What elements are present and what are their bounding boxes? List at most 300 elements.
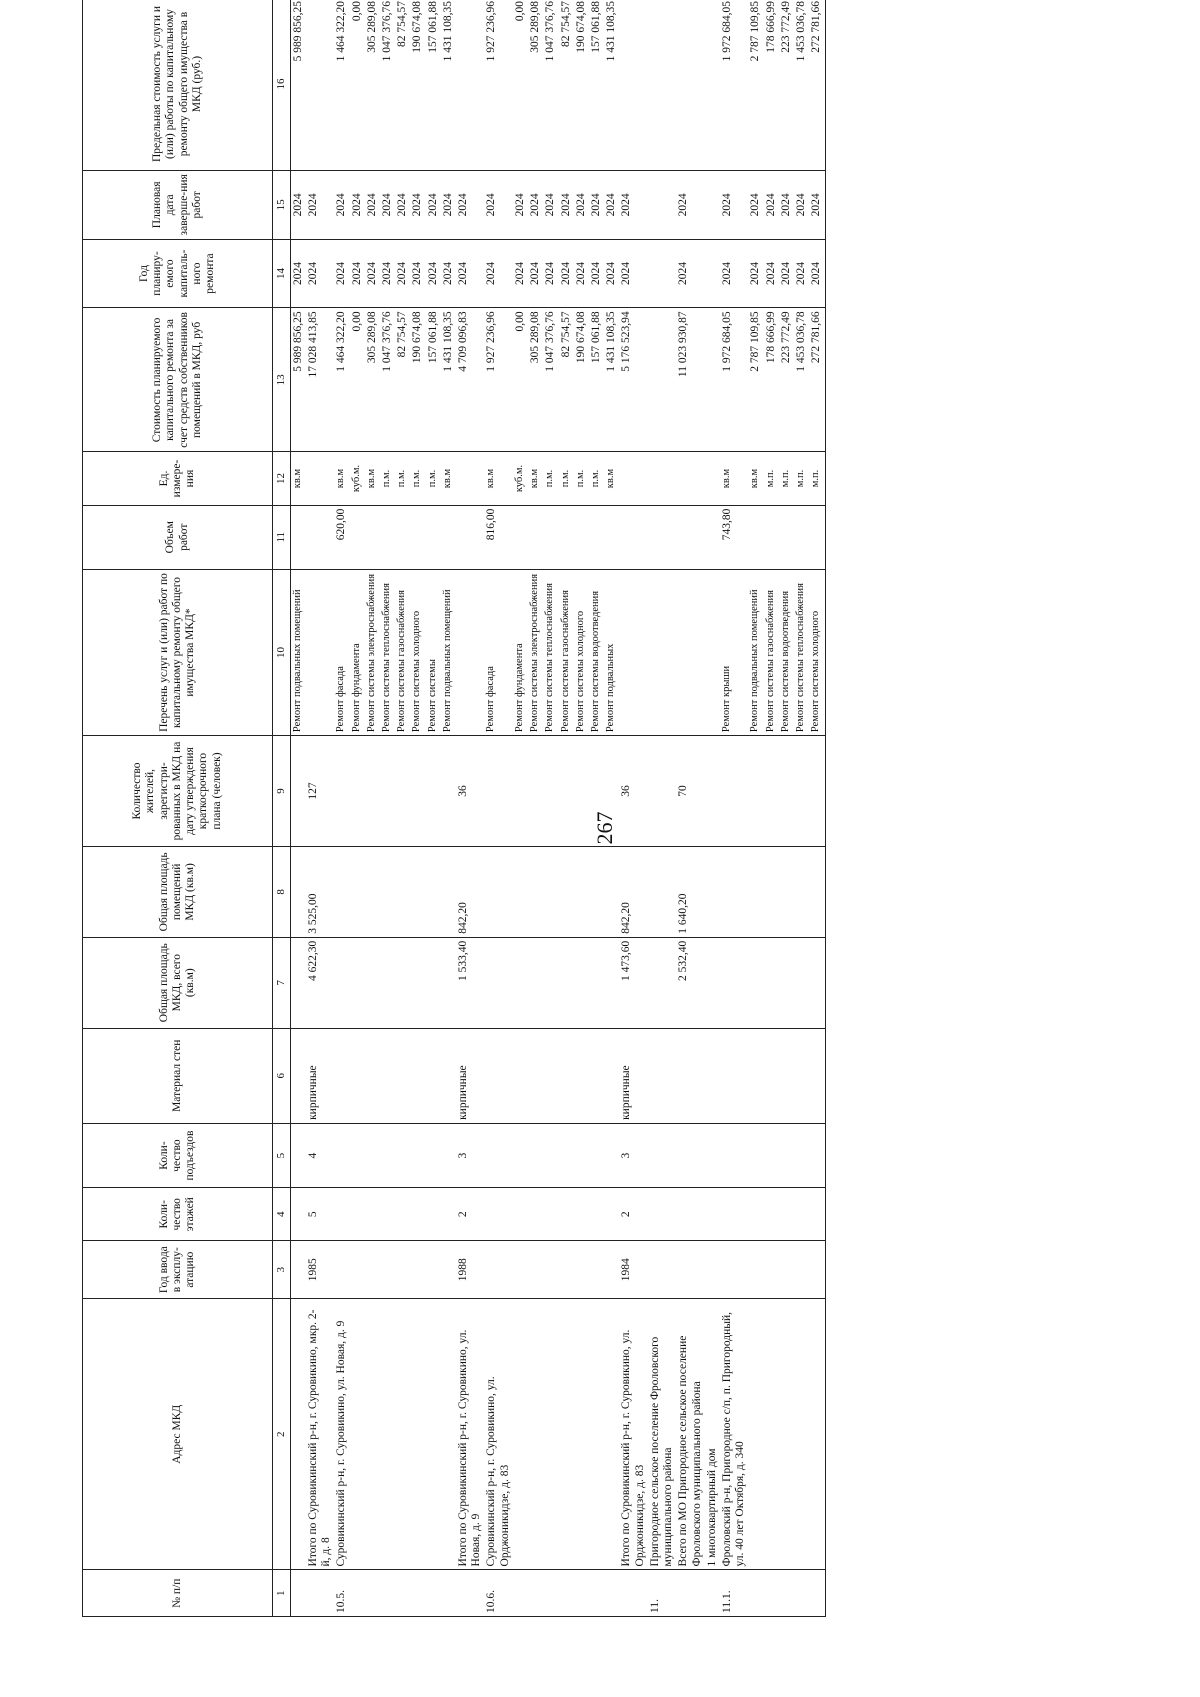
address-cell bbox=[543, 1298, 558, 1569]
plan-year-cell: 2024 bbox=[589, 239, 604, 308]
floors-cell bbox=[794, 1188, 809, 1241]
total-area-cell bbox=[484, 937, 512, 1028]
plan-year-cell: 2024 bbox=[380, 239, 395, 308]
row-number bbox=[779, 1570, 794, 1617]
work-type-cell: Ремонт фундамента bbox=[350, 569, 365, 735]
wall-material-cell bbox=[589, 1028, 604, 1123]
commission-year-cell bbox=[748, 1241, 763, 1299]
plan-year-cell: 2024 bbox=[484, 239, 512, 308]
column-header: Общая площадь МКД, всего (кв.м) bbox=[83, 937, 273, 1028]
unit-cell: п.м. bbox=[574, 452, 589, 505]
end-year-cell: 2024 bbox=[426, 170, 441, 239]
table-row bbox=[395, 0, 410, 1617]
commission-year-cell bbox=[365, 1241, 380, 1299]
table-row bbox=[764, 0, 779, 1617]
end-year-cell bbox=[648, 170, 676, 239]
commission-year-cell bbox=[809, 1241, 825, 1299]
table-row bbox=[543, 0, 558, 1617]
volume-cell bbox=[748, 505, 763, 569]
work-type-cell: Ремонт системы bbox=[426, 569, 441, 735]
wall-material-cell bbox=[809, 1028, 825, 1123]
rooms-area-cell: 842,20 bbox=[619, 846, 647, 937]
cost-cell: 190 674,08 bbox=[574, 308, 589, 452]
entrances-cell bbox=[574, 1123, 589, 1187]
residents-cell bbox=[410, 736, 425, 847]
commission-year-cell bbox=[574, 1241, 589, 1299]
rooms-area-cell: 842,20 bbox=[456, 846, 484, 937]
floors-cell bbox=[350, 1188, 365, 1241]
end-year-cell: 2024 bbox=[794, 170, 809, 239]
total-area-cell bbox=[380, 937, 395, 1028]
unit-cell: кв.м bbox=[720, 452, 748, 505]
total-area-cell bbox=[426, 937, 441, 1028]
floors-cell bbox=[528, 1188, 543, 1241]
rooms-area-cell bbox=[705, 846, 720, 937]
column-number: 7 bbox=[273, 937, 291, 1028]
cost-cell: 0,00 bbox=[513, 308, 528, 452]
commission-year-cell bbox=[779, 1241, 794, 1299]
wall-material-cell: кирпичные bbox=[619, 1028, 647, 1123]
rotated-table-wrapper bbox=[82, 0, 1200, 1617]
address-cell: Итого по Суровикинский р-н, г. Суровикино, ул. Новая, д. 9 bbox=[456, 1298, 484, 1569]
end-year-cell: 2024 bbox=[456, 170, 484, 239]
rooms-area-cell bbox=[380, 846, 395, 937]
unit-cell: кв.м bbox=[441, 452, 456, 505]
work-type-cell: Ремонт системы газоснабжения bbox=[764, 569, 779, 735]
rooms-area-cell bbox=[574, 846, 589, 937]
entrances-cell bbox=[559, 1123, 574, 1187]
entrances-cell bbox=[395, 1123, 410, 1187]
entrances-cell bbox=[380, 1123, 395, 1187]
plan-year-cell: 2024 bbox=[350, 239, 365, 308]
work-type-cell: Ремонт системы газоснабжения bbox=[395, 569, 410, 735]
volume-cell bbox=[410, 505, 425, 569]
end-year-cell: 2024 bbox=[528, 170, 543, 239]
limit-cost-cell: 0,00 bbox=[513, 0, 528, 170]
table-row bbox=[365, 0, 380, 1617]
total-area-cell bbox=[574, 937, 589, 1028]
end-year-cell: 2024 bbox=[619, 170, 647, 239]
work-type-cell bbox=[306, 569, 334, 735]
unit-cell: кв.м bbox=[365, 452, 380, 505]
end-year-cell: 2024 bbox=[809, 170, 825, 239]
volume-cell bbox=[604, 505, 619, 569]
table-row bbox=[589, 0, 604, 1617]
plan-year-cell: 2024 bbox=[410, 239, 425, 308]
plan-year-cell: 2024 bbox=[528, 239, 543, 308]
entrances-cell: 3 bbox=[456, 1123, 484, 1187]
rooms-area-cell bbox=[365, 846, 380, 937]
end-year-cell: 2024 bbox=[395, 170, 410, 239]
volume-cell bbox=[350, 505, 365, 569]
commission-year-cell bbox=[513, 1241, 528, 1299]
limit-cost-cell: 305 289,08 bbox=[365, 0, 380, 170]
plan-year-cell: 2024 bbox=[456, 239, 484, 308]
table-row bbox=[456, 0, 484, 1617]
volume-cell bbox=[426, 505, 441, 569]
table-row bbox=[350, 0, 365, 1617]
wall-material-cell bbox=[574, 1028, 589, 1123]
address-cell: Суровикинский р-н, г. Суровикино, ул. Новая, д. 9 bbox=[334, 1298, 349, 1569]
limit-cost-cell: 1 047 376,76 bbox=[380, 0, 395, 170]
table-row bbox=[648, 0, 676, 1617]
floors-cell bbox=[484, 1188, 512, 1241]
total-area-cell bbox=[350, 937, 365, 1028]
cost-cell: 305 289,08 bbox=[528, 308, 543, 452]
wall-material-cell bbox=[528, 1028, 543, 1123]
cost-cell: 17 028 413,85 bbox=[306, 308, 334, 452]
residents-cell bbox=[365, 736, 380, 847]
table-row bbox=[380, 0, 395, 1617]
row-number bbox=[528, 1570, 543, 1617]
cost-cell: 82 754,57 bbox=[395, 308, 410, 452]
column-header: Перечень услуг и (или) работ по капитальному ремонту общего имущества МКД* bbox=[83, 569, 273, 735]
entrances-cell bbox=[648, 1123, 676, 1187]
rooms-area-cell bbox=[426, 846, 441, 937]
rooms-area-cell bbox=[794, 846, 809, 937]
end-year-cell: 2024 bbox=[779, 170, 794, 239]
work-type-cell: Ремонт системы теплоснабжения bbox=[543, 569, 558, 735]
work-type-cell bbox=[676, 569, 704, 735]
column-number: 16 bbox=[273, 0, 291, 170]
entrances-cell bbox=[748, 1123, 763, 1187]
rooms-area-cell bbox=[543, 846, 558, 937]
row-number bbox=[290, 1570, 306, 1617]
limit-cost-cell: 157 061,88 bbox=[589, 0, 604, 170]
work-type-cell: Ремонт системы теплоснабжения bbox=[380, 569, 395, 735]
residents-cell bbox=[350, 736, 365, 847]
residents-cell bbox=[764, 736, 779, 847]
entrances-cell bbox=[779, 1123, 794, 1187]
total-area-cell bbox=[528, 937, 543, 1028]
entrances-cell: 3 bbox=[619, 1123, 647, 1187]
row-number bbox=[794, 1570, 809, 1617]
rooms-area-cell bbox=[779, 846, 794, 937]
unit-cell: п.м. bbox=[395, 452, 410, 505]
wall-material-cell bbox=[426, 1028, 441, 1123]
row-number bbox=[441, 1570, 456, 1617]
rooms-area-cell bbox=[559, 846, 574, 937]
plan-year-cell: 2024 bbox=[559, 239, 574, 308]
column-header: Коли-чество подъездов bbox=[83, 1123, 273, 1187]
limit-cost-cell: 1 431 108,35 bbox=[441, 0, 456, 170]
address-cell: Пригородное сельское поселение Фроловского муниципального района bbox=[648, 1298, 676, 1569]
residents-cell bbox=[334, 736, 349, 847]
plan-year-cell: 2024 bbox=[365, 239, 380, 308]
unit-cell: п.м. bbox=[559, 452, 574, 505]
commission-year-cell bbox=[589, 1241, 604, 1299]
column-number: 10 bbox=[273, 569, 291, 735]
cost-cell: 2 787 109,85 bbox=[748, 308, 763, 452]
capital-repair-table bbox=[82, 0, 826, 1617]
address-cell: Суровикинский р-н, г. Суровикино, ул. Орджоникидзе, д. 83 bbox=[484, 1298, 512, 1569]
address-cell bbox=[604, 1298, 619, 1569]
volume-cell bbox=[619, 505, 647, 569]
rooms-area-cell bbox=[648, 846, 676, 937]
column-number: 1 bbox=[273, 1570, 291, 1617]
total-area-cell bbox=[334, 937, 349, 1028]
wall-material-cell bbox=[794, 1028, 809, 1123]
total-area-cell: 2 532,40 bbox=[676, 937, 704, 1028]
plan-year-cell bbox=[705, 239, 720, 308]
limit-cost-cell: 1 431 108,35 bbox=[604, 0, 619, 170]
address-cell bbox=[350, 1298, 365, 1569]
residents-cell bbox=[441, 736, 456, 847]
row-number bbox=[426, 1570, 441, 1617]
total-area-cell bbox=[748, 937, 763, 1028]
volume-cell bbox=[589, 505, 604, 569]
floors-cell bbox=[441, 1188, 456, 1241]
column-header: Год ввода в эксплу-атацию bbox=[83, 1241, 273, 1299]
table-row bbox=[528, 0, 543, 1617]
unit-cell: п.м. bbox=[380, 452, 395, 505]
residents-cell bbox=[426, 736, 441, 847]
end-year-cell: 2024 bbox=[559, 170, 574, 239]
plan-year-cell: 2024 bbox=[306, 239, 334, 308]
work-type-cell: Ремонт системы теплоснабжения bbox=[794, 569, 809, 735]
residents-cell bbox=[589, 736, 604, 847]
table-row bbox=[779, 0, 794, 1617]
plan-year-cell: 2024 bbox=[676, 239, 704, 308]
work-type-cell: Ремонт подвальных помещений bbox=[290, 569, 306, 735]
limit-cost-cell bbox=[456, 0, 484, 170]
end-year-cell: 2024 bbox=[350, 170, 365, 239]
end-year-cell: 2024 bbox=[543, 170, 558, 239]
plan-year-cell: 2024 bbox=[395, 239, 410, 308]
commission-year-cell bbox=[441, 1241, 456, 1299]
rooms-area-cell bbox=[764, 846, 779, 937]
unit-cell bbox=[619, 452, 647, 505]
unit-cell: п.м. bbox=[410, 452, 425, 505]
column-number: 15 bbox=[273, 170, 291, 239]
unit-cell bbox=[705, 452, 720, 505]
floors-cell bbox=[559, 1188, 574, 1241]
wall-material-cell bbox=[365, 1028, 380, 1123]
wall-material-cell bbox=[410, 1028, 425, 1123]
unit-cell: кв.м bbox=[484, 452, 512, 505]
work-type-cell: Ремонт системы электроснабжения bbox=[365, 569, 380, 735]
row-number bbox=[513, 1570, 528, 1617]
volume-cell bbox=[395, 505, 410, 569]
limit-cost-cell: 1 464 322,20 bbox=[334, 0, 349, 170]
total-area-cell bbox=[764, 937, 779, 1028]
residents-cell: 36 bbox=[456, 736, 484, 847]
cost-cell: 272 781,66 bbox=[809, 308, 825, 452]
unit-cell bbox=[306, 452, 334, 505]
commission-year-cell bbox=[794, 1241, 809, 1299]
residents-cell bbox=[543, 736, 558, 847]
residents-cell: 127 bbox=[306, 736, 334, 847]
rooms-area-cell: 1 640,20 bbox=[676, 846, 704, 937]
floors-cell bbox=[543, 1188, 558, 1241]
work-type-cell: Ремонт фасада bbox=[484, 569, 512, 735]
work-type-cell: Ремонт системы холодного bbox=[574, 569, 589, 735]
address-cell bbox=[365, 1298, 380, 1569]
end-year-cell: 2024 bbox=[513, 170, 528, 239]
cost-cell: 0,00 bbox=[350, 308, 365, 452]
address-cell bbox=[764, 1298, 779, 1569]
rooms-area-cell bbox=[484, 846, 512, 937]
column-header: Ед. измере-ния bbox=[83, 452, 273, 505]
table-row bbox=[410, 0, 425, 1617]
work-type-cell: Ремонт фундамента bbox=[513, 569, 528, 735]
column-number: 6 bbox=[273, 1028, 291, 1123]
floors-cell: 2 bbox=[456, 1188, 484, 1241]
cost-cell: 157 061,88 bbox=[426, 308, 441, 452]
entrances-cell bbox=[290, 1123, 306, 1187]
row-number bbox=[619, 1570, 647, 1617]
table-row bbox=[748, 0, 763, 1617]
address-cell bbox=[528, 1298, 543, 1569]
rooms-area-cell bbox=[528, 846, 543, 937]
plan-year-cell: 2024 bbox=[513, 239, 528, 308]
column-number: 13 bbox=[273, 308, 291, 452]
limit-cost-cell: 82 754,57 bbox=[559, 0, 574, 170]
plan-year-cell: 2024 bbox=[604, 239, 619, 308]
row-number bbox=[543, 1570, 558, 1617]
limit-cost-cell: 5 989 856,25 bbox=[290, 0, 306, 170]
residents-cell bbox=[559, 736, 574, 847]
residents-cell bbox=[648, 736, 676, 847]
plan-year-cell: 2024 bbox=[809, 239, 825, 308]
wall-material-cell: кирпичные bbox=[306, 1028, 334, 1123]
residents-cell bbox=[574, 736, 589, 847]
limit-cost-cell: 1 927 236,96 bbox=[484, 0, 512, 170]
volume-cell bbox=[528, 505, 543, 569]
table-row bbox=[559, 0, 574, 1617]
volume-cell bbox=[809, 505, 825, 569]
work-type-cell: Ремонт подвальных bbox=[604, 569, 619, 735]
limit-cost-cell: 1 972 684,05 bbox=[720, 0, 748, 170]
address-cell: Итого по Суровикинский р-н, г. Суровикино, мкр. 2-й, д. 8 bbox=[306, 1298, 334, 1569]
column-number: 4 bbox=[273, 1188, 291, 1241]
work-type-cell bbox=[456, 569, 484, 735]
volume-cell: 620,00 bbox=[334, 505, 349, 569]
commission-year-cell bbox=[676, 1241, 704, 1299]
table-row bbox=[604, 0, 619, 1617]
table-header bbox=[83, 0, 291, 1617]
work-type-cell: Ремонт системы водоотведения bbox=[779, 569, 794, 735]
floors-cell bbox=[779, 1188, 794, 1241]
end-year-cell: 2024 bbox=[604, 170, 619, 239]
work-type-cell: Ремонт подвальных помещений bbox=[748, 569, 763, 735]
work-type-cell: Ремонт фасада bbox=[334, 569, 349, 735]
total-area-cell bbox=[779, 937, 794, 1028]
commission-year-cell bbox=[764, 1241, 779, 1299]
unit-cell: кв.м bbox=[528, 452, 543, 505]
floors-cell bbox=[720, 1188, 748, 1241]
column-header: Коли-чество этажей bbox=[83, 1188, 273, 1241]
limit-cost-cell: 157 061,88 bbox=[426, 0, 441, 170]
residents-cell bbox=[290, 736, 306, 847]
entrances-cell bbox=[350, 1123, 365, 1187]
column-header: Материал стен bbox=[83, 1028, 273, 1123]
entrances-cell bbox=[589, 1123, 604, 1187]
volume-cell bbox=[380, 505, 395, 569]
end-year-cell: 2024 bbox=[380, 170, 395, 239]
rooms-area-cell bbox=[513, 846, 528, 937]
commission-year-cell: 1988 bbox=[456, 1241, 484, 1299]
entrances-cell bbox=[334, 1123, 349, 1187]
commission-year-cell bbox=[720, 1241, 748, 1299]
plan-year-cell: 2024 bbox=[619, 239, 647, 308]
rooms-area-cell: 3 525,00 bbox=[306, 846, 334, 937]
commission-year-cell bbox=[334, 1241, 349, 1299]
end-year-cell: 2024 bbox=[306, 170, 334, 239]
wall-material-cell bbox=[764, 1028, 779, 1123]
volume-cell bbox=[648, 505, 676, 569]
volume-cell bbox=[764, 505, 779, 569]
commission-year-cell bbox=[543, 1241, 558, 1299]
cost-cell: 1 927 236,96 bbox=[484, 308, 512, 452]
limit-cost-cell bbox=[619, 0, 647, 170]
volume-cell bbox=[365, 505, 380, 569]
total-area-cell bbox=[395, 937, 410, 1028]
end-year-cell: 2024 bbox=[290, 170, 306, 239]
wall-material-cell bbox=[484, 1028, 512, 1123]
volume-cell bbox=[441, 505, 456, 569]
volume-cell bbox=[559, 505, 574, 569]
cost-cell bbox=[705, 308, 720, 452]
entrances-cell bbox=[809, 1123, 825, 1187]
work-type-cell: Ремонт системы газоснабжения bbox=[559, 569, 574, 735]
cost-cell: 1 047 376,76 bbox=[543, 308, 558, 452]
unit-cell bbox=[648, 452, 676, 505]
limit-cost-cell: 178 666,99 bbox=[764, 0, 779, 170]
floors-cell bbox=[748, 1188, 763, 1241]
residents-cell bbox=[513, 736, 528, 847]
floors-cell bbox=[648, 1188, 676, 1241]
table-row bbox=[484, 0, 512, 1617]
limit-cost-cell: 190 674,08 bbox=[410, 0, 425, 170]
residents-cell bbox=[720, 736, 748, 847]
end-year-cell: 2024 bbox=[441, 170, 456, 239]
cost-cell: 1 464 322,20 bbox=[334, 308, 349, 452]
floors-cell bbox=[764, 1188, 779, 1241]
rooms-area-cell bbox=[350, 846, 365, 937]
column-header: Плановая дата заверше-ния работ bbox=[83, 170, 273, 239]
total-area-cell bbox=[559, 937, 574, 1028]
work-type-cell: Ремонт крыши bbox=[720, 569, 748, 735]
rooms-area-cell bbox=[290, 846, 306, 937]
wall-material-cell bbox=[648, 1028, 676, 1123]
entrances-cell bbox=[410, 1123, 425, 1187]
row-number bbox=[604, 1570, 619, 1617]
limit-cost-cell: 0,00 bbox=[350, 0, 365, 170]
total-area-cell bbox=[604, 937, 619, 1028]
address-cell bbox=[794, 1298, 809, 1569]
limit-cost-cell: 2 787 109,85 bbox=[748, 0, 763, 170]
wall-material-cell bbox=[720, 1028, 748, 1123]
address-cell bbox=[513, 1298, 528, 1569]
column-number: 11 bbox=[273, 505, 291, 569]
row-number bbox=[365, 1570, 380, 1617]
commission-year-cell bbox=[604, 1241, 619, 1299]
total-area-cell: 1 473,60 bbox=[619, 937, 647, 1028]
column-number: 3 bbox=[273, 1241, 291, 1299]
table-row bbox=[676, 0, 704, 1617]
residents-cell bbox=[809, 736, 825, 847]
work-type-cell: Ремонт системы холодного bbox=[410, 569, 425, 735]
row-number: 11. bbox=[648, 1570, 676, 1617]
entrances-cell bbox=[720, 1123, 748, 1187]
table-row bbox=[720, 0, 748, 1617]
wall-material-cell bbox=[559, 1028, 574, 1123]
limit-cost-cell: 223 772,49 bbox=[779, 0, 794, 170]
residents-cell bbox=[484, 736, 512, 847]
rooms-area-cell bbox=[395, 846, 410, 937]
limit-cost-cell: 190 674,08 bbox=[574, 0, 589, 170]
